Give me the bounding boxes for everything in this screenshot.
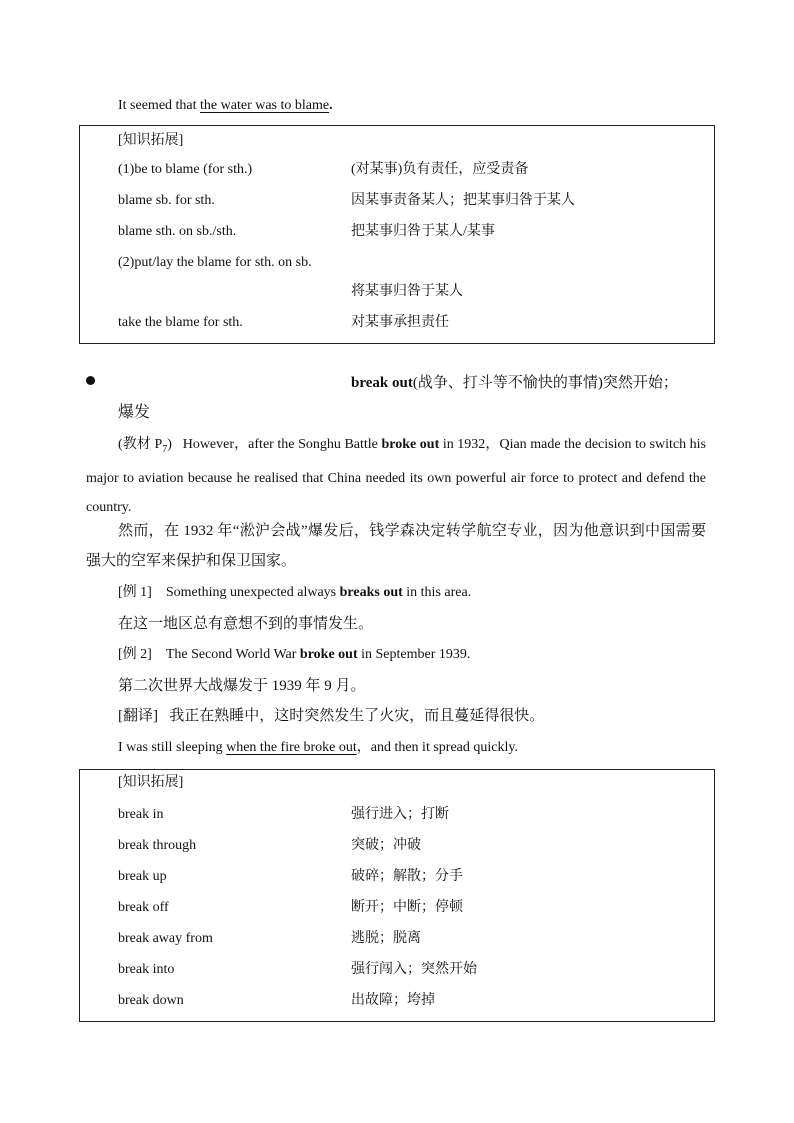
box2-row-cn: 破碎；解散；分手	[351, 869, 463, 884]
example-2	[118, 645, 470, 665]
box1-row-en: take the blame for sth.	[118, 315, 243, 330]
example-bold: broke out	[299, 647, 358, 662]
box1-row-cn: 对某事承担责任	[351, 315, 449, 330]
box1-row-en: (2)put/lay the blame for sth. on sb.	[118, 255, 312, 270]
intro-suffix: .	[329, 98, 333, 113]
example-label: [例 2]	[118, 647, 152, 662]
textbook-close: )	[167, 437, 172, 452]
box1-row-en: (1)be to blame (for sth.)	[118, 162, 253, 177]
box2-row-en: break up	[118, 869, 167, 884]
textbook-page: 7	[162, 443, 168, 455]
knowledge-box-break	[79, 769, 715, 1022]
textbook-sentence	[86, 430, 706, 522]
example-pre: The Second World War	[165, 647, 300, 662]
box1-row-cn: 因某事责备某人；把某事归咎于某人	[351, 193, 575, 208]
example-bold: breaks out	[339, 585, 403, 600]
example-1-cn: 在这一地区总有意想不到的事情发生。	[118, 616, 374, 632]
box2-row-cn: 强行进入；打断	[351, 807, 449, 822]
box2-row-en: break away from	[118, 931, 213, 946]
example-post: in this area.	[402, 585, 472, 600]
textbook-bold: broke out	[381, 437, 440, 452]
box2-row-en: break into	[118, 962, 175, 977]
intro-prefix: It seemed that	[118, 98, 201, 113]
textbook-text-a: However，after the Songhu Battle	[182, 437, 382, 452]
box2-row-cn: 逃脱；脱离	[351, 931, 421, 946]
example-pre: Something unexpected always	[165, 585, 340, 600]
intro-sentence	[118, 96, 333, 116]
box1-row-cn: 将某事归咎于某人	[351, 284, 463, 299]
exercise-answer	[118, 738, 518, 758]
box1-row-cn: (对某事)负有责任，应受责备	[351, 162, 529, 177]
box1-row-cn: 把某事归咎于某人/某事	[351, 224, 495, 239]
textbook-label: (教材 P	[118, 437, 163, 452]
knowledge-box-blame	[79, 125, 715, 344]
box1-header: [知识拓展]	[118, 133, 184, 148]
box1-row-en: blame sth. on sb./sth.	[118, 224, 237, 239]
box2-row-en: break off	[118, 900, 169, 915]
entry-definition-cont: 爆发	[118, 404, 151, 421]
exercise-en-answer: when the fire broke out	[226, 740, 357, 755]
intro-answer: the water was to blame	[200, 98, 330, 113]
exercise-prompt	[118, 706, 544, 726]
box2-row-cn: 断开；中断；停顿	[351, 900, 463, 915]
exercise-en-post: ，and then it spread quickly.	[356, 740, 518, 755]
example-2-cn: 第二次世界大战爆发于 1939 年 9 月。	[118, 678, 366, 694]
box2-header: [知识拓展]	[118, 775, 184, 790]
example-post: in September 1939.	[357, 647, 471, 662]
entry-phrase: break out	[351, 375, 413, 391]
bullet-icon	[86, 376, 95, 385]
example-1	[118, 583, 471, 603]
exercise-cn: 我正在熟睡中，这时突然发生了火灾，而且蔓延得很快。	[169, 708, 545, 724]
box2-row-cn: 突破；冲破	[351, 838, 421, 853]
box2-row-en: break through	[118, 838, 197, 853]
exercise-en-pre: I was still sleeping	[118, 740, 227, 755]
box2-row-en: break down	[118, 993, 184, 1008]
example-label: [例 1]	[118, 585, 152, 600]
exercise-label: [翻译]	[118, 708, 158, 724]
box2-row-cn: 强行闯入；突然开始	[351, 962, 477, 977]
box2-row-cn: 出故障；垮掉	[351, 993, 435, 1008]
box2-row-en: break in	[118, 807, 164, 822]
box1-row-en: blame sb. for sth.	[118, 193, 215, 208]
textbook-text-b: in 1932，Qian made the decision to switch his major to aviation because he realised that China needed its own powerful air force to protect and defend the country.	[86, 437, 707, 515]
textbook-translation: 然而，在 1932 年“淞沪会战”爆发后，钱学森决定转学航空专业，因为他意识到中国需要强大的空军来保护和保卫国家。	[86, 523, 706, 569]
entry-headword	[351, 373, 678, 393]
entry-definition: (战争、打斗等不愉快的事情)突然开始；	[412, 375, 678, 391]
